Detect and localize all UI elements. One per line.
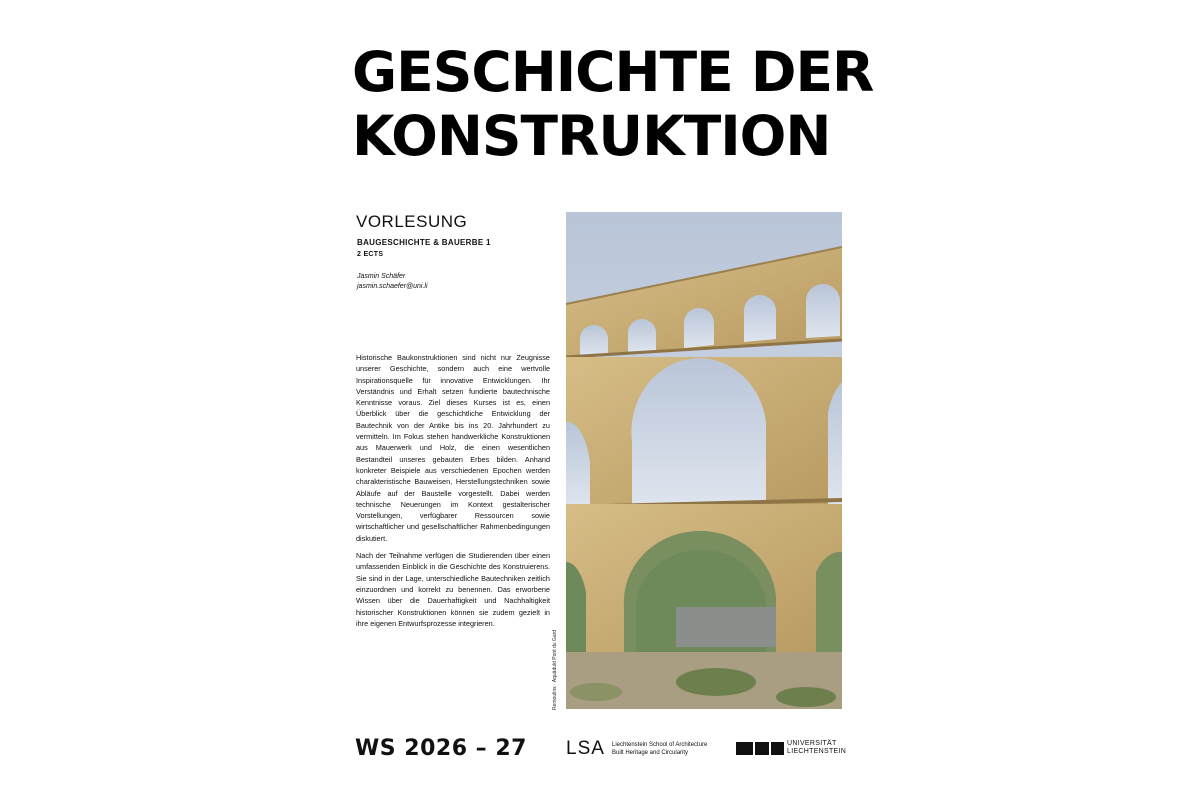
poster-title [352,40,872,168]
university-line-2: LIECHTENSTEIN [787,748,847,755]
lsa-department: Built Heritage and Circularity [612,750,689,756]
university-logo-icon [736,742,784,755]
aqueduct-photo [566,212,842,709]
course-description [356,352,550,635]
lsa-logo: LSA [566,738,605,759]
lecturer-email[interactable]: jasmin.schaefer@uni.li [357,283,428,290]
lecturer-name: Jasmin Schäfer [357,273,406,280]
lecturer-block [357,272,428,292]
title-line-2: KONSTRUKTION [352,104,831,168]
lsa-school-name: Liechtenstein School of Architecture [612,742,708,748]
description-paragraph-1: Historische Baukonstruktionen sind nicht nur Zeugnisse unserer Geschichte, sondern auch eine wertvolle Inspirationsquelle für innovative Entwicklungen. Ihr Verständnis und Erhalt setzen fundierte bautechnische Kenntnisse voraus. Ziel dieses Kurses ist es, einen Überblick über die geschichtliche Entwicklung der Bautechnik von der Antike bis ins 20. Jahrhundert zu vermitteln. Im Fokus stehen handwerkliche Konstruktionen aus Mauerwerk und Holz, die einen wesentlichen Bestandteil unseres gebauten Erbes bilden. Anhand konkreter Beispiele aus verschiedenen Epochen werden charakteristische Bauweisen, Herstellungstechniken sowie Abläufe auf der Baustelle vorgestellt. Dabei werden technische Neuerungen im Kontext gestalterischer Vorstellungen, verfügbarer Ressourcen sowie wirtschaftlicher und gesellschaftlicher Rahmenbedingungen diskutiert. [356,353,550,543]
description-paragraph-2: Nach der Teilnahme verfügen die Studierenden über einen umfassenden Einblick in die Geschichte des Konstruierens. Sie sind in der Lage, unterschiedliche Bautechniken zeitlich einzuordnen und korrekt zu benennen. Das erworbene Wissen über die Dauerhaftigkeit und Nachhaltigkeit historischer Konstruktionen können sie zudem gezielt in ihre eigenen Entwurfsprozesse integrieren. [356,551,550,628]
lsa-subtitle [612,741,707,757]
university-name [787,740,846,756]
course-ects: 2 ECTS [357,251,384,258]
semester-label: WS 2026 – 27 [355,736,527,761]
university-line-1: UNIVERSITÄT [787,740,837,747]
title-line-1: GESCHICHTE DER [352,40,874,104]
photo-credit: Remoulins · Aquädukt Pont du Gard [552,629,558,710]
course-name: BAUGESCHICHTE & BAUERBE 1 [357,238,491,247]
course-type: VORLESUNG [356,212,468,231]
